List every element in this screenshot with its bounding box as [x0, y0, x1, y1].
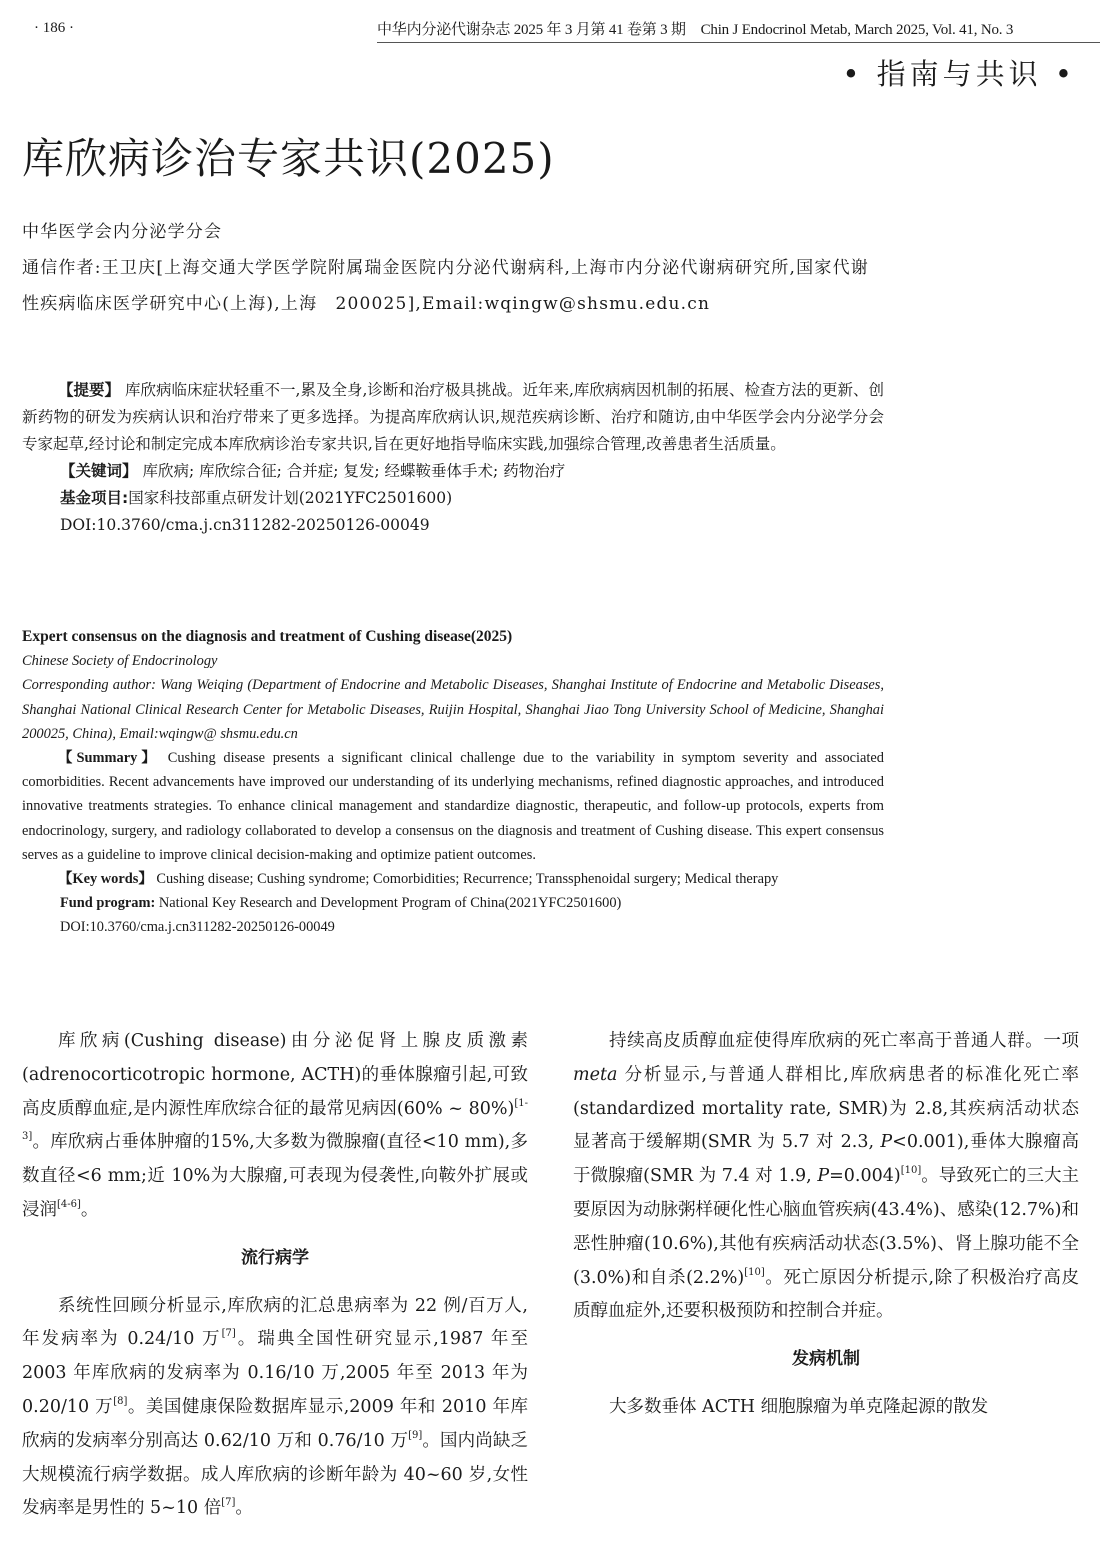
cn-fund-label: 基金项目: — [60, 489, 129, 507]
en-doi: DOI:10.3760/cma.j.cn311282-20250126-00049 — [60, 919, 335, 936]
citation-ref[interactable]: [8] — [113, 1395, 128, 1407]
article-title: 库欣病诊治专家共识(2025) — [22, 134, 555, 183]
intro-text-3: 。 — [80, 1199, 99, 1220]
section-heading-pathogenesis: 发病机制 — [792, 1349, 860, 1370]
citation-ref[interactable]: [4-6] — [57, 1198, 81, 1210]
author-organization: 中华医学会内分泌学分会 — [22, 222, 223, 242]
cn-keywords — [22, 458, 884, 485]
author-block — [22, 214, 884, 322]
en-keywords-text: Cushing disease; Cushing syndrome; Comorbidities; Recurrence; Transsphenoidal surgery; Medical therapy — [156, 871, 779, 888]
intro-text-2: 。库欣病占垂体肿瘤的15%,大多数为微腺瘤(直径<10 mm),多数直径<6 mm;近 10%为大腺瘤,可表现为侵袭性,向鞍外扩展或浸润 — [22, 1132, 528, 1220]
cn-doi: DOI:10.3760/cma.j.cn311282-20250126-00049 — [60, 516, 430, 534]
cn-fund-text: 国家科技部重点研发计划(2021YFC2501600) — [128, 489, 453, 507]
section-tag: • 指南与共识 • — [842, 57, 1076, 91]
cn-keywords-label: 【关键词】 — [60, 462, 138, 480]
en-summary — [22, 746, 884, 867]
en-organization: Chinese Society of Endocrinology — [22, 653, 218, 670]
body-column-left — [22, 1025, 528, 1556]
mort-text-3: <0.001),垂体大腺瘤高于微腺瘤(SMR 为 7.4 对 1.9, — [573, 1132, 1079, 1187]
section-heading-epidemiology: 流行病学 — [241, 1247, 309, 1268]
epi-text-3: 。美国健康保险数据库显示,2009 年和 2010 年库欣病的发病率分别高达 0.62/10 万和 0.76/10 万 — [22, 1396, 528, 1451]
intro-text-1: 库欣病(Cushing disease)由分泌促肾上腺皮质激素(adrenocorticotropic hormone, ACTH)的垂体腺瘤引起,可致高皮质醇血症,是内源性库欣综合征的最常见病因(60% ~ 80%) — [22, 1031, 528, 1119]
mort-text-1: 持续高皮质醇血症使得库欣病的死亡率高于普通人群。一项 — [609, 1031, 1079, 1051]
mort-text-4: =0.004) — [829, 1166, 901, 1187]
corresponding-author: 通信作者:王卫庆[上海交通大学医学院附属瑞金医院内分泌代谢病科,上海市内分泌代谢病研究所,国家代谢性疾病临床医学研究中心(上海),上海 200025],Email:wqingw@shsmu.edu.cn — [22, 258, 869, 314]
epi-text-2: 。瑞典全国性研究显示,1987 年至 2003 年库欣病的发病率为 0.16/10 万,2005 年至 2013 年为 0.20/10 万 — [22, 1329, 528, 1417]
running-head — [22, 18, 1080, 44]
citation-ref[interactable]: [10] — [900, 1165, 922, 1177]
citation-ref[interactable]: [10] — [744, 1266, 765, 1278]
en-keywords — [22, 867, 884, 891]
en-summary-text: Cushing disease presents a significant clinical challenge due to the variability in symptom severity and associated comorbidities. Recent advancements have improved our understanding of its underlying mechanisms, refined diagnostic approaches, and introduced innovative treatments strategies. To enhance clinical management and standardize diagnostic, therapeutic, and follow-up protocols, experts from endocrinology, surgery, and radiology collaborated to develop a consensus on the diagnosis and treatment of Cushing disease. This expert consensus serves as a guideline to improve clinical decision-making and optimize patient outcomes. — [22, 750, 885, 863]
cn-summary-text: 库欣病临床症状轻重不一,累及全身,诊断和治疗极具挑战。近年来,库欣病病因机制的拓展、检查方法的更新、创新药物的研发为疾病认识和治疗带来了更多选择。为提高库欣病认识,规范疾病诊断、治疗和随访,由中华医学会内分泌学分会专家起草,经讨论和制定完成本库欣病诊治专家共识,旨在更好地指导临床实践,加强综合管理,改善患者生活质量。 — [22, 381, 884, 453]
en-title: Expert consensus on the diagnosis and treatment of Cushing disease(2025) — [22, 628, 513, 645]
english-abstract — [22, 625, 884, 940]
mortality-paragraph — [573, 1025, 1079, 1329]
mort-text-2: 分析显示,与普通人群相比,库欣病患者的标准化死亡率(standardized mortality rate, SMR)为 2.8,其疾病活动状态显著高于缓解期(SMR 为 5.7 对 2.3, — [573, 1064, 1079, 1153]
epi-text-4: 。国内尚缺乏大规模流行病学数据。成人库欣病的诊断年龄为 40~60 岁,女性发病率是男性的 5~10 倍 — [22, 1430, 528, 1519]
epidemiology-paragraph — [22, 1290, 528, 1527]
intro-paragraph — [22, 1025, 528, 1228]
journal-citation-line: 中华内分泌代谢杂志 2025 年 3 月第 41 卷第 3 期 Chin J Endocrinol Metab, March 2025, Vol. 41, No. 3 — [377, 18, 1100, 43]
mort-text-6: 。死亡原因分析提示,除了积极治疗高皮质醇血症外,还要积极预防和控制合并症。 — [573, 1267, 1079, 1322]
meta-italic: meta — [573, 1064, 618, 1085]
pathogenesis-paragraph: 大多数垂体 ACTH 细胞腺瘤为单克隆起源的散发 — [609, 1396, 989, 1417]
epi-text-1: 系统性回顾分析显示,库欣病的汇总患病率为 22 例/百万人,年发病率为 0.24/10 万 — [22, 1295, 528, 1350]
citation-ref[interactable]: [7] — [221, 1328, 236, 1340]
cn-summary — [22, 377, 884, 458]
epi-text-5: 。 — [235, 1498, 253, 1519]
body-column-right — [573, 1025, 1079, 1556]
cn-keywords-text: 库欣病; 库欣综合征; 合并症; 复发; 经蝶鞍垂体手术; 药物治疗 — [142, 462, 566, 480]
mort-text-5: 。导致死亡的三大主要原因为动脉粥样硬化性心脑血管疾病(43.4%)、感染(12.7%)和恶性肿瘤(10.6%),其他有疾病活动状态(3.5%)、肾上腺功能不全(3.0%)和自杀(2.2%) — [573, 1166, 1079, 1288]
citation-ref[interactable]: [9] — [408, 1429, 423, 1441]
chinese-abstract — [22, 377, 884, 539]
citation-ref[interactable]: [1-3] — [22, 1097, 528, 1143]
en-fund-label: Fund program: — [60, 895, 156, 912]
en-fund — [22, 891, 884, 915]
p-value-symbol: P — [817, 1166, 830, 1187]
en-keywords-label: 【Key words】 — [58, 871, 153, 888]
cn-summary-label: 【提要】 — [58, 381, 121, 399]
citation-ref[interactable]: [7] — [221, 1497, 236, 1509]
page-number: · 186 · — [34, 20, 74, 36]
p-value-symbol: P — [880, 1132, 893, 1153]
en-corresponding-author: Corresponding author: Wang Weiqing (Department of Endocrine and Metabolic Diseases, Shanghai Institute of Endocrine and Metabolic Diseases, Shanghai National Clinical Research Center for Metabolic Diseases, Ruijin Hospital, Shanghai Jiao Tong University School of Medicine, Shanghai 200025, China), Email:wqingw@ shsmu.edu.cn — [22, 677, 884, 742]
en-fund-text: National Key Research and Development Program of China(2021YFC2501600) — [158, 895, 622, 912]
cn-fund — [22, 485, 884, 512]
en-summary-label: 【Summary】 — [58, 750, 160, 767]
